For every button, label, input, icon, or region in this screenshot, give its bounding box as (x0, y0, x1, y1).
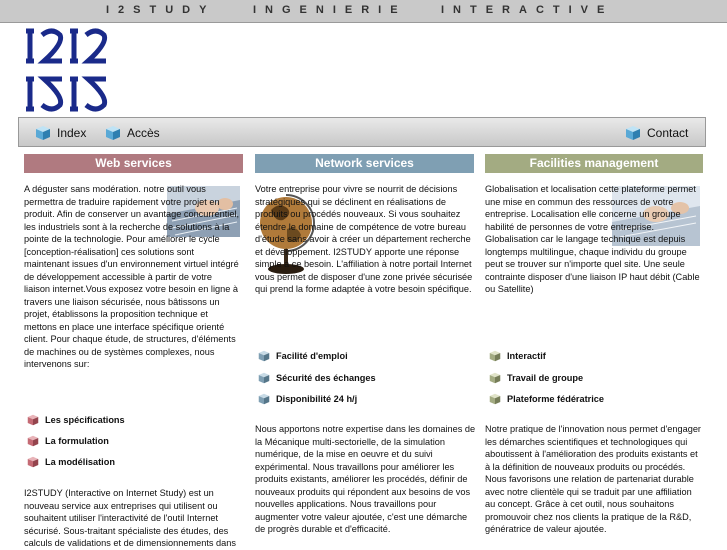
nav-index-label: Index (57, 126, 87, 140)
nav-index[interactable] (35, 123, 86, 143)
network-item-3[interactable] (258, 393, 357, 405)
network-item-1-label: Facilité d'emploi (276, 351, 348, 361)
cube-icon (105, 125, 121, 141)
facilities-intro-text (485, 183, 703, 296)
web-item-3-label: La modélisation (45, 457, 115, 467)
cube-icon (258, 350, 270, 362)
cube-icon (489, 372, 501, 384)
network-intro-text (255, 183, 474, 296)
facilities-item-2-label: Travail de groupe (507, 373, 584, 383)
banner-word-1: I2STUDY (106, 4, 216, 16)
cube-icon (35, 125, 51, 141)
cube-icon (489, 350, 501, 362)
network-item-2-label: Sécurité des échanges (276, 373, 376, 383)
network-item-1[interactable] (258, 350, 348, 362)
web-intro: A déguster sans modération. notre outil vous permettra de traduire rapidement votre projet en produit. Afin de conserver un avantage concurrentiel, les industriels sont à la recherche de solutions à la pointe de la technologie. Pour améliorer le cycle [conception-réalisation] ces solutions sont maintenant issues d'un environnement virtuel intégré de développement accessible à partir de votre liaison internet.Vous exposez votre besoin en ligne à travers une liaison sécurisée, nous bâtissons un projet, établissons la proposition technique et mettons en place une interface spécifique orienté client. Pour chaque étude, de structures, d'éléments de machines ou de systèmes complexes, nous intervenons sur: (24, 184, 240, 369)
facilities-item-1[interactable] (489, 350, 546, 362)
web-item-3[interactable] (27, 456, 115, 468)
nav-acces[interactable] (105, 123, 160, 143)
nav-acces-label: Accès (127, 126, 160, 140)
web-item-2[interactable] (27, 435, 109, 447)
network-intro: Votre entreprise pour vivre se nourrit de décisions stratégiques qui se déclinent en réalisations de produits ou procédés nouveaux. Si vous souhaitez étendre le domaine de compétence de votre bureau d'étude sans avoir à créer un département recherche et développement. I2STUDY apporte une réponse simple à ce besoin. L'affiliation à notre portail Internet vous permet de disposer d'une zone privée sécurisée qui prend la forme adaptée à votre besoin spécifique. (255, 184, 473, 294)
top-banner (0, 0, 727, 23)
banner-word-3: INTERACTIVE (441, 4, 614, 16)
nav-bar (18, 117, 706, 147)
cube-icon (258, 393, 270, 405)
cube-icon (27, 456, 39, 468)
web-item-1-label: Les spécifications (45, 415, 125, 425)
network-item-2[interactable] (258, 372, 376, 384)
nav-contact-label: Contact (647, 126, 689, 140)
cube-icon (27, 435, 39, 447)
facilities-intro: Globalisation et localisation cette plateforme permet une mise en commun des ressources de votre entreprise. Localisation elle concerne un groupe habilité de personnes de votre entreprise. Globalisation car le langage technique est depuis longtemps multilingue, chaque individu du groupe peut se trouver sur n'importe quel site. Une seule contrainte disposer d'une liaison IP haut débit (Cable ou Satellite) (485, 184, 700, 294)
i2study-logo (22, 27, 108, 113)
network-services-header: Network services (255, 154, 474, 173)
cube-icon (258, 372, 270, 384)
web-outro-text: I2STUDY (Interactive on Internet Study) est un nouveau service aux entreprises qui utilisent ou souhaitent utiliser l'interactivité de l'outil Internet sécurisé. Sous-traitant spécialiste des études, des calculs de validations et de dimensionnements dans (24, 488, 236, 548)
facilities-item-3-label: Plateforme fédératrice (507, 394, 605, 404)
banner-word-2: INGENIERIE (253, 4, 407, 16)
cube-icon (27, 414, 39, 426)
web-intro-text (24, 183, 240, 371)
web-item-1[interactable] (27, 414, 125, 426)
facilities-management-header: Facilities management (485, 154, 703, 173)
cube-icon (625, 125, 641, 141)
facilities-outro-text: Notre pratique de l'innovation nous permet d'engager les démarches scientifiques et technologiques qui aboutissent à l'amélioration des produits existants et à la définition de nouveaux produits ou procédés. Nous favorisons une relation de partenariat durable avec notre clientèle qui se traduit par une affiliation au concept. Grâce à cet outil, nous souhaitons promouvoir chez nos clients la pratique de la R&D, génératrice de valeur ajoutée. (485, 424, 701, 534)
network-item-3-label: Disponibilité 24 h/j (276, 394, 358, 404)
facilities-item-1-label: Interactif (507, 351, 546, 361)
network-outro-text: Nous apportons notre expertise dans les domaines de la Mécanique multi-sectorielle, de la simulation numérique, de la mise en oeuvre et du suivi expérimental. Nous travaillons pour améliorer les produits existants, améliorer les procédés, définir de nouveaux produits qui répondent aux besoins de vos nouvelles applications. Nous travaillons pour augmenter votre valeur ajoutée, c'est une démarche de progrès durable et d'efficacité. (255, 424, 476, 534)
web-services-header: Web services (24, 154, 243, 173)
facilities-item-2[interactable] (489, 372, 583, 384)
web-item-2-label: La formulation (45, 436, 109, 446)
nav-contact[interactable] (625, 123, 688, 143)
